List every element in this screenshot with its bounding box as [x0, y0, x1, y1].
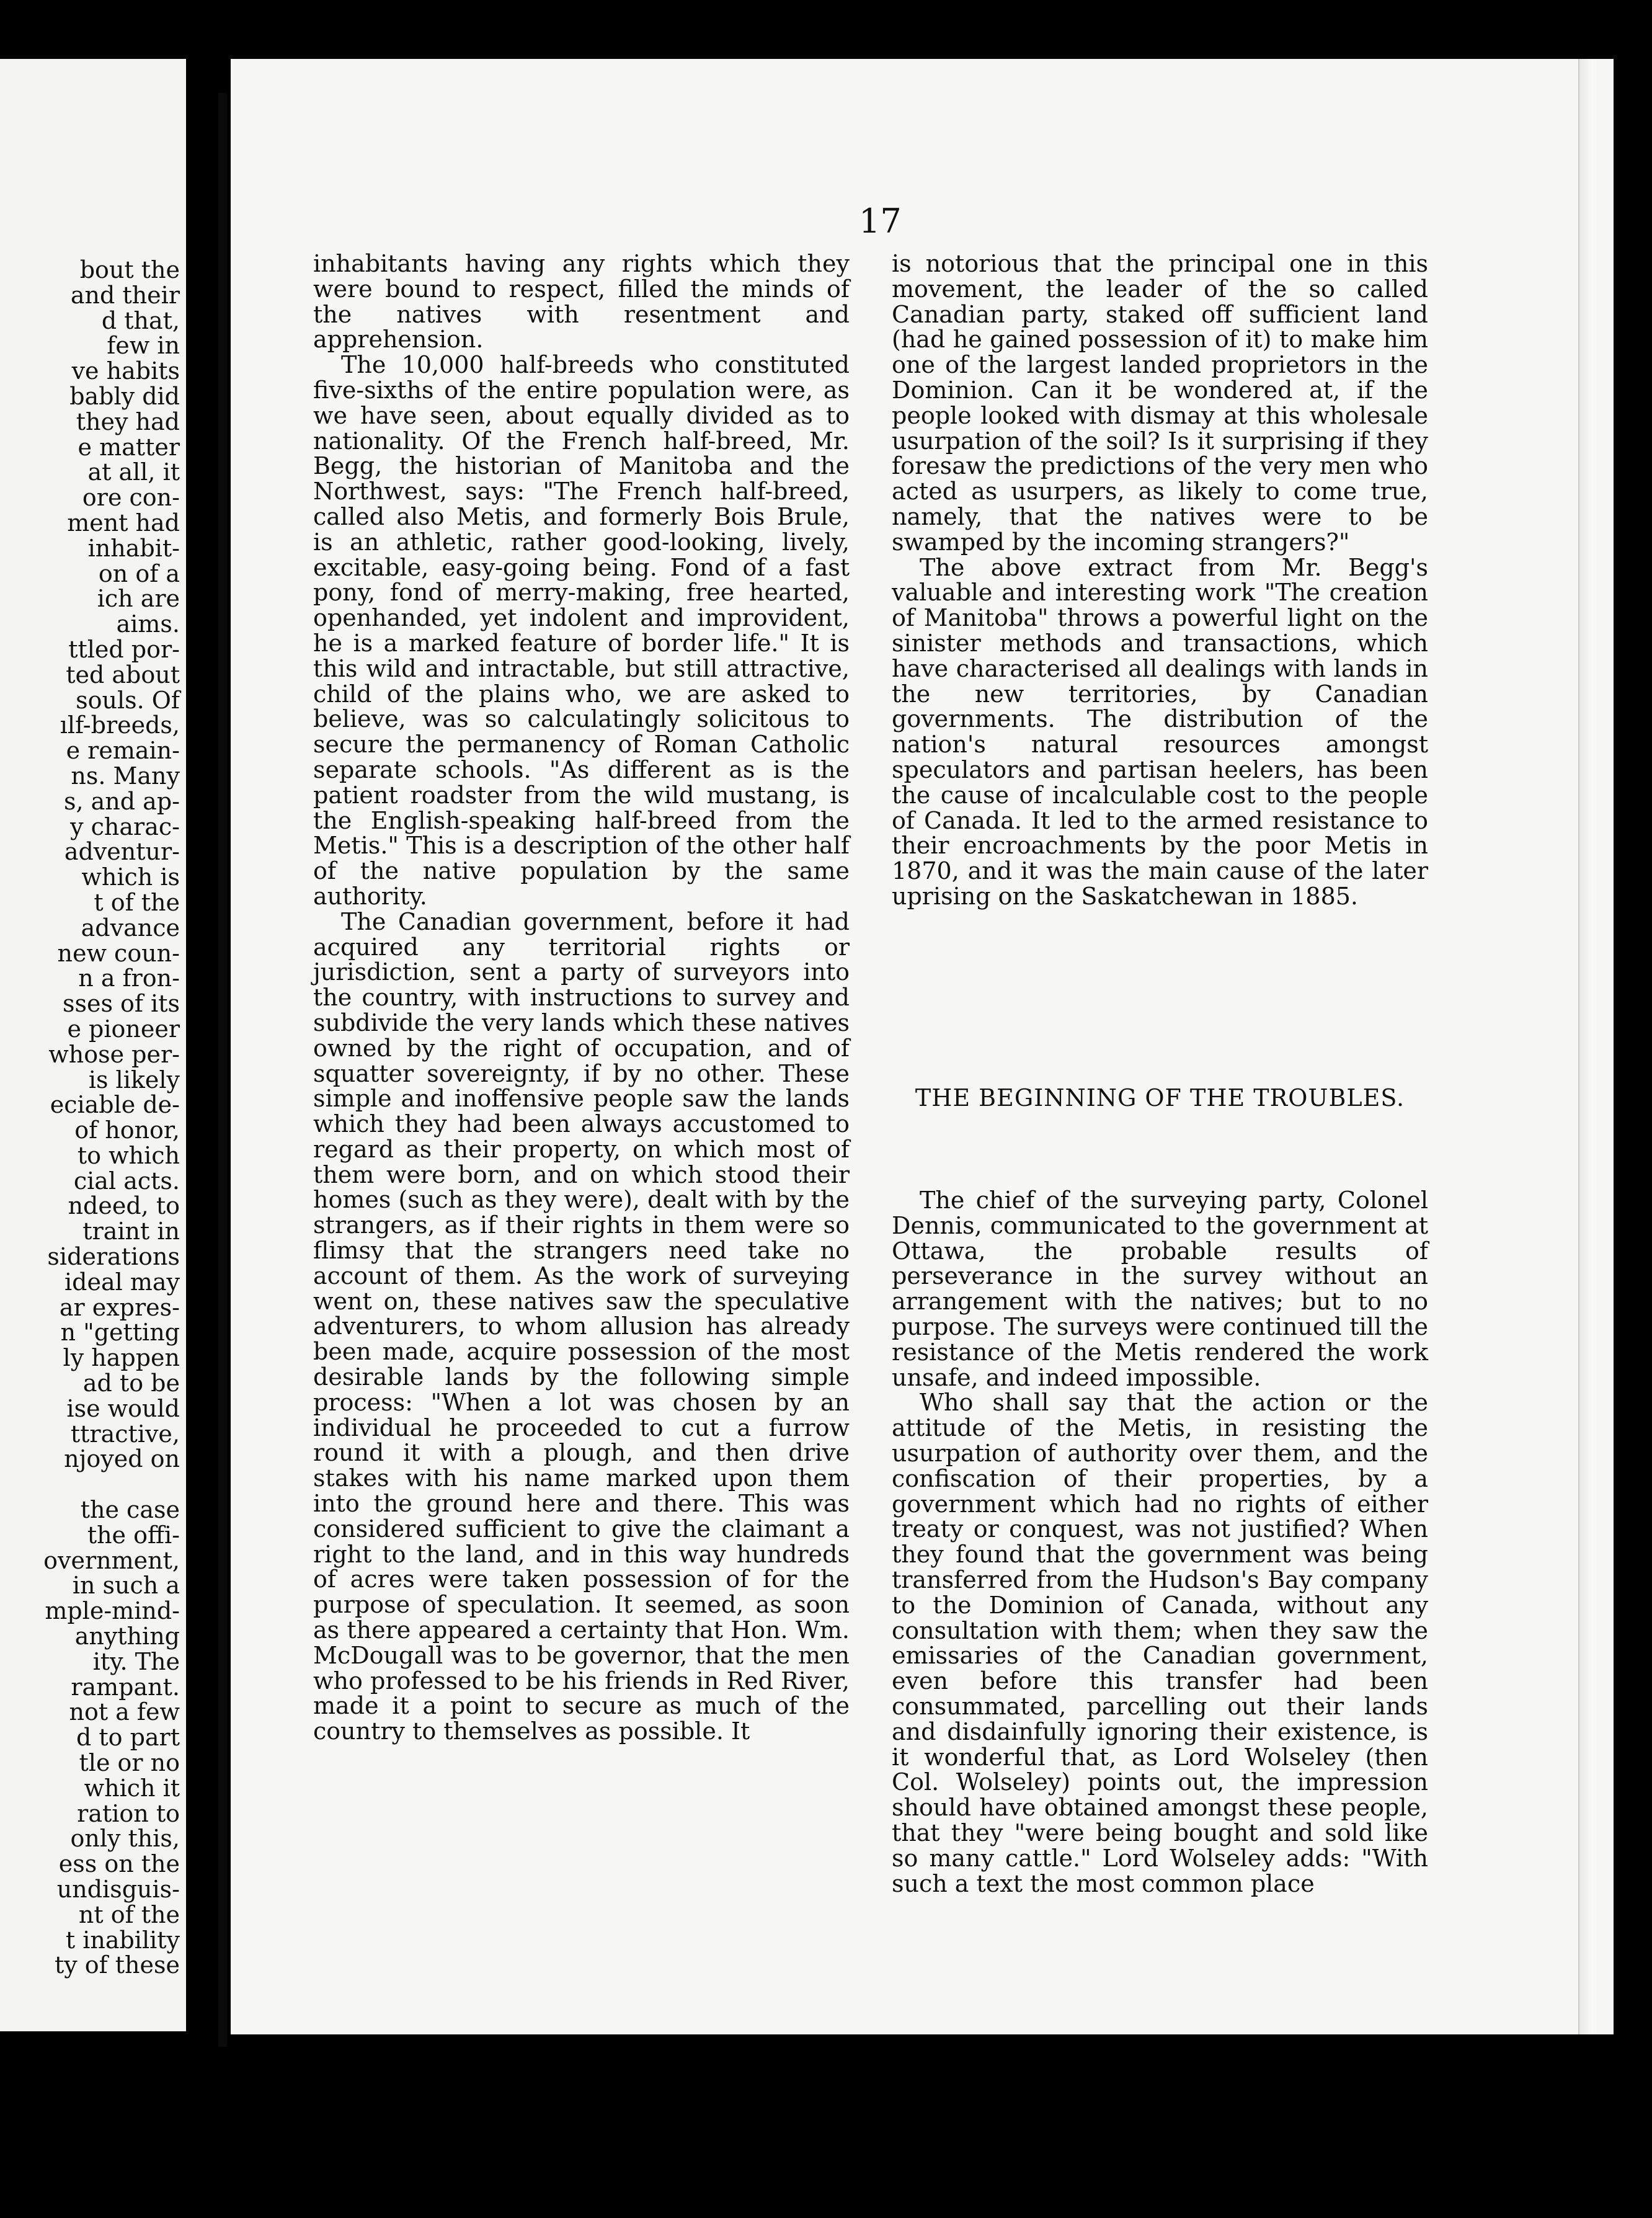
facing-page-line: and their	[70, 281, 180, 309]
facing-page-line: eciable de-	[50, 1091, 180, 1119]
page-edge	[1578, 59, 1593, 2034]
facing-page-line: ess on the	[58, 1850, 180, 1878]
facing-page-line: few in	[107, 332, 180, 360]
facing-page-line: bably did	[69, 382, 180, 410]
facing-page-line: whose per-	[48, 1040, 180, 1068]
facing-page-line: e pioneer	[67, 1015, 180, 1043]
text-column-1	[313, 251, 850, 1744]
facing-page-line: ity. The	[92, 1647, 180, 1675]
facing-page-line: ted about	[66, 661, 180, 688]
facing-page-line: rampant.	[71, 1673, 180, 1701]
text-column-2-continued	[892, 1188, 1428, 1896]
facing-page-line: at all, it	[87, 458, 180, 486]
facing-page-line: ndeed, to	[68, 1192, 180, 1220]
facing-page-line: s, and ap-	[63, 787, 180, 815]
paragraph: is notorious that the principal one in this movement, the leader of the so called Canadian party, staked off sufficient land (had he gained possession of it) to make him one of the largest landed proprietors in the Dominion. Can it be wondered at, if the people looked with dismay at this wholesale usurpation of the soil? Is it surprising if they foresaw the predictions of the very men who acted as usurpers, as likely to come true, namely, that the natives were to be swamped by the incoming strangers?"	[892, 250, 1428, 556]
facing-page-line: inhabit-	[87, 534, 180, 562]
facing-page-text	[19, 257, 180, 1978]
facing-page-line: ve habits	[71, 357, 180, 385]
paragraph: The Canadian government, before it had acquired any territorial rights or jurisdiction, sent a party of surveyors into the country, with instructions to survey and subdivide the very lands which these natives owned by the right of occupation, and of squatter sovereignty, if by no other. These simple and inoffensive people saw the lands which they had been always accustomed to regard as their property, on which most of them were born, and on which stood their homes (such as they were), dealt with by the strangers, as if their rights in them were so flimsy that the strangers need take no account of them. As the work of surveying went on, these natives saw the speculative adventurers, to whom allusion has already been made, acquire possession of the most desirable lands by the following simple process: "When a lot was chosen by an individual he proceeded to cut a furrow round it with a plough, and then drive stakes with his name marked upon them into the ground here and there. This was considered sufficient to give the claimant a right to the land, and in this way hundreds of acres were taken possession of for the purpose of speculation. It seemed, as soon as there appeared a certainty that Hon. Wm. McDougall was to be governor, that the men who professed to be his friends in Red River, made it a point to secure as much of the country to themselves as possible. It	[313, 907, 850, 1745]
facing-page-line: ore con-	[82, 484, 180, 512]
facing-page-line: which it	[84, 1774, 180, 1802]
facing-page-line	[19, 1472, 180, 1497]
facing-page-line: souls. Of	[76, 686, 180, 714]
paragraph: The chief of the surveying party, Colonel Dennis, communicated to the government at Ottawa, the probable results of perseverance in the survey without an arrangement with the natives; but to no purpose. The surveys were continued till the resistance of the Metis rendered the work unsafe, and indeed impossible.	[892, 1187, 1428, 1391]
facing-page-line: which is	[81, 863, 180, 891]
facing-page-line: siderations	[47, 1243, 180, 1271]
facing-page-line: aims.	[116, 610, 180, 638]
facing-page-line: e remain-	[66, 737, 180, 765]
facing-page-line: e matter	[78, 433, 180, 461]
facing-page-line: y charac-	[70, 813, 180, 840]
facing-page-line: ly happen	[63, 1344, 180, 1372]
facing-page-line: ich are	[97, 585, 180, 613]
facing-page-line: ideal may	[64, 1268, 180, 1296]
page-number: 17	[859, 202, 902, 241]
facing-page-line: sses of its	[62, 990, 180, 1018]
facing-page-line: mple-mind-	[45, 1597, 180, 1625]
facing-page-line: the offi-	[87, 1521, 180, 1549]
facing-page-line: they had	[76, 408, 180, 435]
facing-page-line: n a fron-	[78, 964, 180, 992]
facing-page-line: only this,	[70, 1825, 180, 1853]
facing-page-line: ment had	[67, 509, 180, 537]
facing-page-line: ılf-breeds,	[60, 711, 180, 739]
facing-page-line: t of the	[94, 888, 180, 916]
paragraph: The 10,000 half-breeds who constituted five-sixths of the entire population were, as we have seen, about equally divided as to nationality. Of the French half-breed, Mr. Begg, the historian of Manitoba and the Northwest, says: "The French half-breed, called also Metis, and formerly Bois Brule, is an athletic, rather good-looking, lively, excitable, easy-going being. Fond of a fast pony, fond of merry-making, free hearted, openhanded, yet indolent and improvident, he is a marked feature of border life." It is this wild and intractable, but still attractive, child of the plains who, we are asked to believe, was so calculatingly solicitous to secure the permanency of Roman Catholic separate schools. "As different as is the patient roadster from the wild mustang, is the English-speaking half-breed from the Metis." This is a description of the other half of the native population by the same authority.	[313, 351, 850, 910]
facing-page-fragment	[0, 59, 186, 2031]
facing-page-line: ttled por-	[68, 635, 180, 663]
facing-page-line: on of a	[98, 559, 180, 587]
facing-page-line: not a few	[69, 1698, 180, 1726]
facing-page-line: d that,	[101, 306, 180, 334]
facing-page-line: cial acts.	[73, 1167, 180, 1195]
paragraph: Who shall say that the action or the attitude of the Metis, in resisting the usurpation of authority over them, and the confiscation of their properties, by a government which had no rights of either treaty or conquest, was not justified? When they found that the government was being transferred from the Hudson's Bay company to the Dominion of Canada, without any consultation with them; when they saw the emissaries of the Canadian government, even before this transfer had been consummated, parcelling out their lands and disdainfully ignoring their existence, is it wonderful that, as Lord Wolseley (then Col. Wolseley) points out, the impression should have obtained amongst these people, that they "were being bought and sold like so many cattle." Lord Wolseley adds: "With such a text the most common place	[892, 1389, 1428, 1897]
facing-page-line: overnment,	[43, 1546, 180, 1574]
facing-page-line: adventur-	[64, 838, 180, 866]
facing-page-line: n "getting	[60, 1319, 180, 1347]
facing-page-line: njoyed on	[64, 1445, 180, 1473]
facing-page-line: traint in	[82, 1218, 180, 1245]
facing-page-line: to which	[77, 1141, 180, 1169]
facing-page-line: bout the	[79, 256, 180, 283]
facing-page-line: the case	[80, 1496, 180, 1524]
facing-page-line: d to part	[76, 1724, 180, 1752]
paragraph: inhabitants having any rights which they were bound to respect, filled the minds of the natives with resentment and apprehension.	[313, 250, 850, 354]
facing-page-line: ns. Many	[71, 762, 180, 790]
paragraph: The above extract from Mr. Begg's valuable and interesting work "The creation of Manitoba" throws a powerful light on the sinister methods and transactions, which have characterised all dealings with lands in the new territories, by Canadian governments. The distribution of the nation's natural resources amongst speculators and partisan heelers, has been the cause of incalculable cost to the people of Canada. It led to the armed resistance to their encroachments by the poor Metis in 1870, and it was the main cause of the later uprising on the Saskatchewan in 1885.	[892, 553, 1428, 910]
facing-page-line: tle or no	[79, 1749, 180, 1777]
facing-page-line: ad to be	[82, 1370, 180, 1397]
facing-page-line: nt of the	[78, 1900, 180, 1928]
facing-page-line: anything	[74, 1623, 180, 1650]
facing-page-line: of honor,	[74, 1116, 180, 1144]
facing-page-line: ration to	[77, 1799, 180, 1827]
facing-page-line: ar expres-	[59, 1293, 180, 1321]
facing-page-line: in such a	[72, 1572, 180, 1600]
gutter-divider	[218, 93, 227, 2047]
facing-page-line: undisguis-	[56, 1876, 180, 1903]
section-heading: THE BEGINNING OF THE TROUBLES.	[915, 1084, 1405, 1111]
text-column-2	[892, 251, 1428, 909]
facing-page-line: advance	[81, 914, 180, 942]
facing-page-line: ty of these	[54, 1951, 180, 1979]
facing-page-line: t inability	[65, 1926, 180, 1954]
facing-page-line: is likely	[88, 1066, 180, 1093]
facing-page-line: ise would	[66, 1394, 180, 1422]
facing-page-line: ttractive,	[70, 1420, 180, 1448]
facing-page-line: new coun-	[57, 939, 180, 967]
